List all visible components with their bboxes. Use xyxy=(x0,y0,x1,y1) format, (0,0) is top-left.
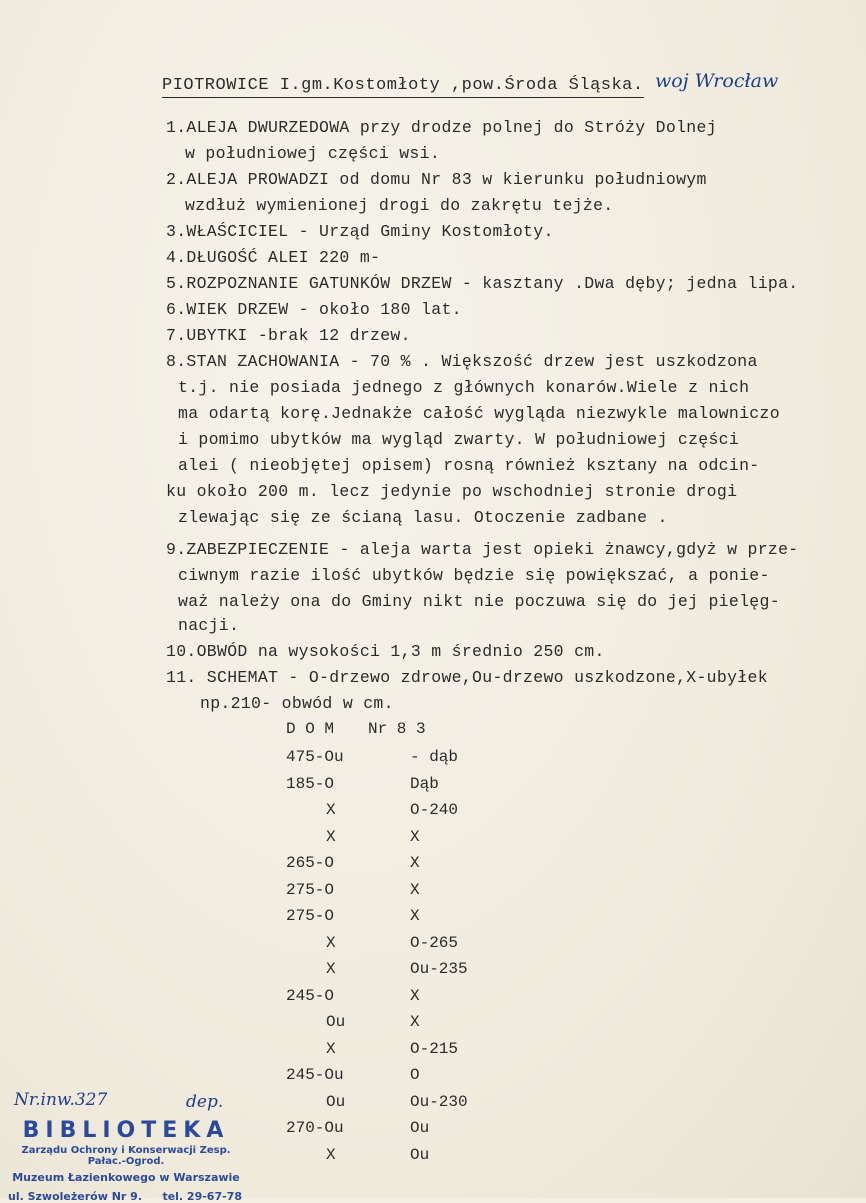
schema-cell-right: X xyxy=(410,986,420,1005)
schema-cell-left: Ou xyxy=(326,1013,346,1031)
schema-cell-right: - dąb xyxy=(410,748,459,766)
document-title: PIOTROWICE I.gm.Kostomłoty ,pow.Środa Śląska. xyxy=(162,76,644,98)
schema-cell-right: X xyxy=(410,854,420,872)
schema-cell-left: 275-O xyxy=(286,907,335,925)
library-stamp xyxy=(8,1118,244,1203)
stamp-phone: tel. 29-67-78 xyxy=(162,1190,242,1203)
text-line-4: wzdłuż wymienionej drogi do zakrętu tejże. xyxy=(185,196,614,215)
text-line-18: ciwnym razie ilość ubytków będzie się powiększać, a ponie- xyxy=(178,566,770,585)
text-line-9: 7.UBYTKI -brak 12 drzew. xyxy=(166,326,411,345)
text-line-15: ku około 200 m. lecz jedynie po wschodniej stronie drogi xyxy=(166,482,738,501)
schema-cell-right: X xyxy=(410,827,420,846)
text-line-6: 4.DŁUGOŚĆ ALEI 220 m- xyxy=(166,248,381,267)
schema-cell-right: O xyxy=(410,1066,420,1084)
text-line-8: 6.WIEK DRZEW - około 180 lat. xyxy=(166,300,462,319)
schema-cell-left: X xyxy=(326,933,336,952)
inventory-number: Nr.inw.327 xyxy=(14,1090,108,1110)
schema-cell-right: X xyxy=(410,907,420,925)
text-line-23: np.210- obwód w cm. xyxy=(200,694,394,713)
text-line-20: nacji. xyxy=(178,616,240,635)
text-line-5: 3.WŁAŚCICIEL - Urząd Gminy Kostomłoty. xyxy=(166,222,554,241)
schema-cell-left: X xyxy=(326,801,336,819)
text-line-1: 1.ALEJA DWURZEDOWA przy drodze polnej do Stróży Dolnej xyxy=(166,118,717,137)
stamp-institution: Zarządu Ochrony i Konserwacji Zesp. Pałac.-Ogrod. xyxy=(21,1145,231,1167)
schema-cell-left: X xyxy=(326,1039,336,1058)
text-line-19: waż należy ona do Gminy nikt nie poczuwa się do jej pielęg- xyxy=(178,592,780,611)
text-line-13: i pomimo ubytków ma wygląd zwarty. W południowej części xyxy=(178,430,740,449)
handwritten-note: woj Wrocław xyxy=(655,70,779,92)
schema-cell-left: 275-O xyxy=(286,880,335,899)
schema-cell-right: Ou xyxy=(410,1145,430,1164)
schema-cell-right: Ou xyxy=(410,1119,430,1137)
text-line-7: 5.ROZPOZNANIE GATUNKÓW DRZEW - kasztany .Dwa dęby; jedna lipa. xyxy=(166,274,799,293)
schema-cell-right: O-240 xyxy=(410,801,459,819)
schema-cell-left: 265-O xyxy=(286,854,335,872)
text-line-10: 8.STAN ZACHOWANIA - 70 % . Większość drzew jest uszkodzona xyxy=(166,352,758,371)
text-line-14: alei ( nieobjętej opisem) rosną również ksztany na odcin- xyxy=(178,456,760,475)
deposit-mark: dep. xyxy=(186,1092,224,1112)
schema-cell-left: 245-O xyxy=(286,986,335,1005)
text-line-11: t.j. nie posiada jednego z głównych konarów.Wiele z nich xyxy=(178,378,750,397)
stamp-title: BIBLIOTEKA xyxy=(22,1118,230,1143)
schema-cell-left: 270-Ou xyxy=(286,1119,344,1137)
schema-cell-left: 245-Ou xyxy=(286,1066,344,1084)
schema-cell-right: Ou-230 xyxy=(410,1092,468,1111)
schema-cell-right: X xyxy=(410,1013,420,1031)
schema-cell-left: Ou xyxy=(326,1092,346,1111)
text-line-21: 10.OBWÓD na wysokości 1,3 m średnio 250 cm. xyxy=(166,642,605,661)
schema-cell-right: Ou-235 xyxy=(410,960,468,978)
text-line-17: 9.ZABEZPIECZENIE - aleja warta jest opieki żnawcy,gdyż w prze- xyxy=(166,540,799,559)
schema-cell-right: Dąb xyxy=(410,774,439,793)
schema-cell-left: X xyxy=(326,1145,336,1164)
text-line-12: ma odartą korę.Jednakże całość wygląda niezwykle malowniczo xyxy=(178,404,780,423)
schema-cell-right: X xyxy=(410,880,420,899)
schema-cell-left: X xyxy=(326,827,336,846)
schema-heading-right: Nr 8 3 xyxy=(368,720,426,738)
schema-cell-left: X xyxy=(326,960,336,978)
schema-cell-left: 185-O xyxy=(286,774,335,793)
schema-heading-left: D O M xyxy=(286,720,335,738)
schema-cell-right: O-215 xyxy=(410,1039,459,1058)
stamp-address: ul. Szwoleżerów Nr 9. xyxy=(8,1190,143,1203)
schema-cell-left: 475-Ou xyxy=(286,748,344,766)
text-line-22: 11. SCHEMAT - O-drzewo zdrowe,Ou-drzewo uszkodzone,X-ubyłek xyxy=(166,668,768,687)
stamp-contact xyxy=(8,1190,244,1203)
stamp-museum: Muzeum Łazienkowego w Warszawie xyxy=(12,1171,240,1184)
text-line-2: w południowej części wsi. xyxy=(185,144,441,163)
text-line-16: zlewając się ze ścianą lasu. Otoczenie zadbane . xyxy=(178,508,668,527)
schema-cell-right: O-265 xyxy=(410,933,459,952)
text-line-3: 2.ALEJA PROWADZI od domu Nr 83 w kierunku południowym xyxy=(166,170,707,189)
